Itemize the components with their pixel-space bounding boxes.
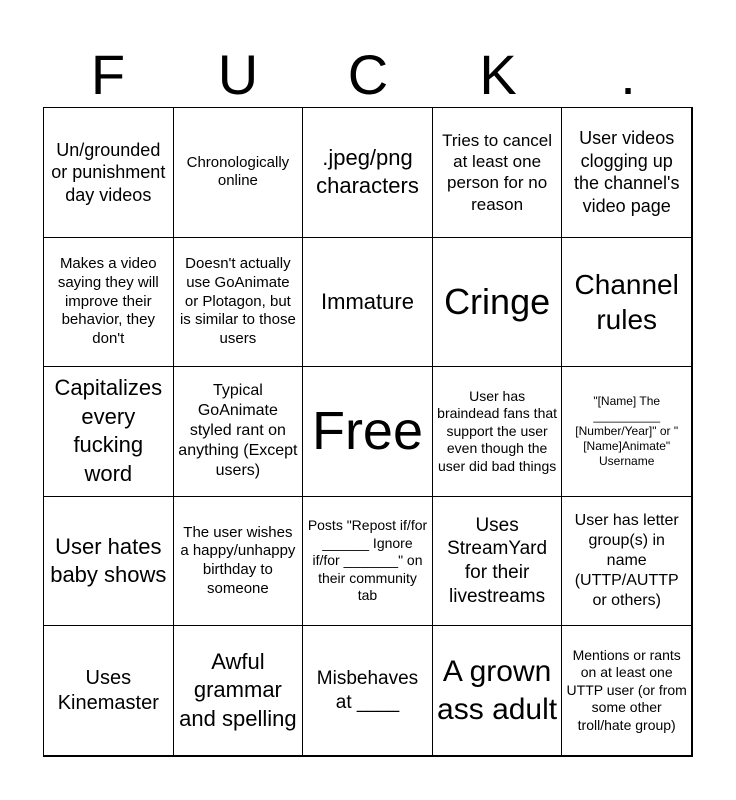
- bingo-cell[interactable]: Uses Kinemaster: [43, 625, 174, 756]
- bingo-cell[interactable]: Makes a video saying they will improve their behavior, they don't: [43, 237, 174, 368]
- bingo-cell[interactable]: The user wishes a happy/unhappy birthday to someone: [173, 496, 304, 627]
- bingo-cell[interactable]: Misbehaves at ____: [302, 625, 433, 756]
- bingo-cell[interactable]: Tries to cancel at least one person for no reason: [432, 107, 563, 238]
- bingo-cell[interactable]: User hates baby shows: [43, 496, 174, 627]
- title-letter: F: [90, 43, 126, 106]
- title-letter: .: [620, 43, 636, 106]
- title-letter: U: [217, 43, 259, 106]
- bingo-cell[interactable]: User has braindead fans that support the user even though the user did bad things: [432, 366, 563, 497]
- bingo-cell[interactable]: .jpeg/png characters: [302, 107, 433, 238]
- bingo-cell[interactable]: Mentions or rants on at least one UTTP user (or from some other troll/hate group): [561, 625, 692, 756]
- bingo-cell[interactable]: Immature: [302, 237, 433, 368]
- bingo-grid: [43, 107, 693, 757]
- bingo-cell[interactable]: User has letter group(s) in name (UTTP/AUTTP or others): [561, 496, 692, 627]
- bingo-cell[interactable]: Un/grounded or punishment day videos: [43, 107, 174, 238]
- bingo-cell[interactable]: Doesn't actually use GoAnimate or Plotagon, but is similar to those users: [173, 237, 304, 368]
- bingo-cell[interactable]: Typical GoAnimate styled rant on anything (Except users): [173, 366, 304, 497]
- bingo-cell[interactable]: Chronologically online: [173, 107, 304, 238]
- free-space[interactable]: Free: [302, 366, 433, 497]
- bingo-cell[interactable]: A grown ass adult: [432, 625, 563, 756]
- bingo-cell[interactable]: Cringe: [432, 237, 563, 368]
- bingo-cell[interactable]: User videos clogging up the channel's video page: [561, 107, 692, 238]
- bingo-cell[interactable]: Posts "Repost if/for ______ Ignore if/for _______" on their community tab: [302, 496, 433, 627]
- bingo-cell[interactable]: Channel rules: [561, 237, 692, 368]
- bingo-title: [43, 40, 693, 110]
- title-letter: C: [347, 43, 389, 106]
- bingo-cell[interactable]: "[Name] The __________ [Number/Year]" or "[Name]Animate" Username: [561, 366, 692, 497]
- bingo-cell[interactable]: Uses StreamYard for their livestreams: [432, 496, 563, 627]
- bingo-cell[interactable]: Awful grammar and spelling: [173, 625, 304, 756]
- title-letter: K: [479, 43, 517, 106]
- bingo-cell[interactable]: Capitalizes every fucking word: [43, 366, 174, 497]
